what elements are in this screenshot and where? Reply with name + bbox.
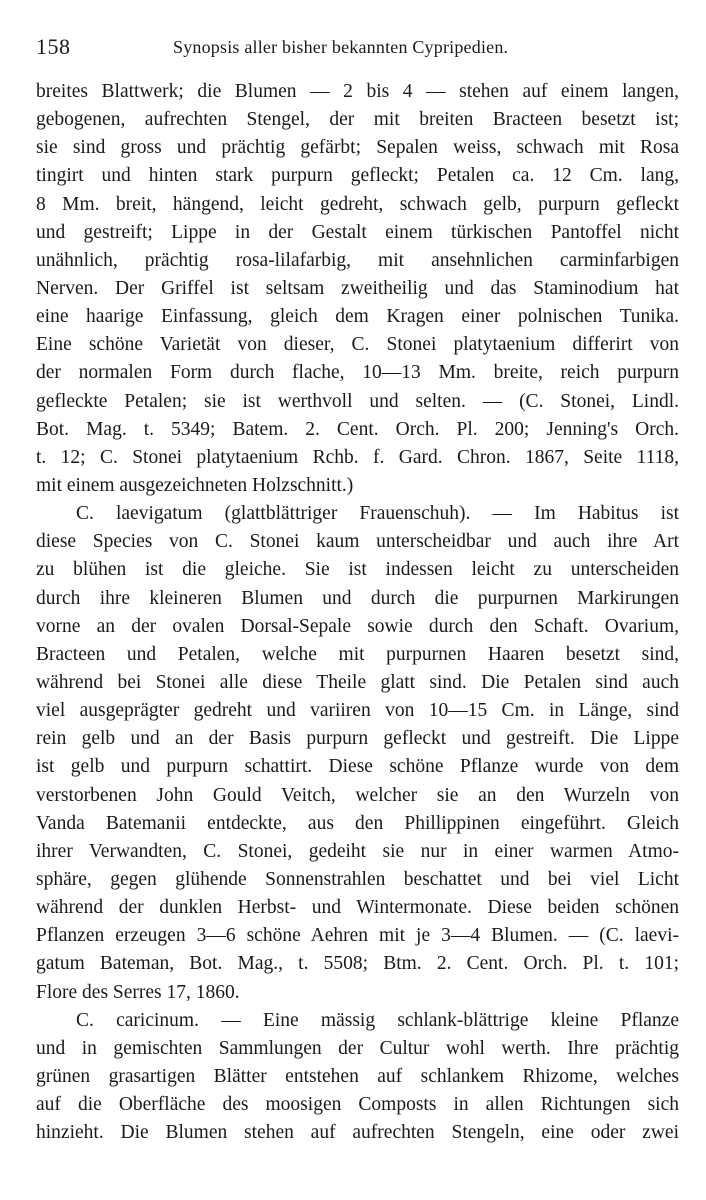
text-line: Eine schöne Varietät von dieser, C. Stonei platytaenium differirt von (36, 334, 679, 356)
text-line: und gestreift; Lippe in der Gestalt einem türkischen Pantoffel nicht (36, 221, 679, 243)
text-line: breites Blattwerk; die Blumen — 2 bis 4 — stehen auf einem langen, (36, 81, 679, 102)
page-number: 158 (36, 34, 71, 59)
text-line: sie sind gross und prächtig gefärbt; Sepalen weiss, schwach mit Rosa (36, 137, 679, 159)
text-line: Bot. Mag. t. 5349; Batem. 2. Cent. Orch. Pl. 200; Jenning's Orch. (36, 418, 679, 440)
paragraph (36, 78, 679, 500)
text-line: hinzieht. Die Blumen stehen auf aufrechten Stengeln, eine oder zwei (36, 1122, 679, 1144)
paragraph (36, 1007, 679, 1148)
text-line: Vanda Batemanii entdeckte, aus den Phillippinen eingeführt. Gleich (36, 812, 679, 834)
text-line: sphäre, gegen glühende Sonnenstrahlen beschattet und bei viel Licht (36, 868, 679, 890)
text-line: auf die Oberfläche des moosigen Composts in allen Richtungen sich (36, 1094, 679, 1116)
body-text (36, 78, 679, 1147)
text-line: verstorbenen John Gould Veitch, welcher sie an den Wurzeln von (36, 784, 679, 806)
text-line: vorne an der ovalen Dorsal-Sepale sowie durch den Schaft. Ovarium, (36, 615, 679, 637)
text-line: viel ausgeprägter gedreht und variiren von 10—15 Cm. in Länge, sind (36, 700, 679, 722)
text-line: während bei Stonei alle diese Theile glatt sind. Die Petalen sind auch (36, 671, 679, 693)
text-line: Bracteen und Petalen, welche mit purpurnen Haaren besetzt sind, (36, 643, 679, 665)
text-line: Nerven. Der Griffel ist seltsam zweitheilig und das Staminodium hat (36, 277, 679, 299)
text-line: eine haarige Einfassung, gleich dem Kragen einer polnischen Tunika. (36, 306, 679, 328)
text-line: tingirt und hinten stark purpurn gefleckt; Petalen ca. 12 Cm. lang, (36, 165, 679, 187)
text-line: der normalen Form durch flache, 10—13 Mm. breite, reich purpurn (36, 362, 679, 384)
text-line: während der dunklen Herbst- und Wintermonate. Diese beiden schönen (36, 897, 679, 919)
text-line: gebogenen, aufrechten Stengel, der mit breiten Bracteen besetzt ist; (36, 109, 679, 131)
text-line: Flore des Serres 17, 1860. (36, 981, 240, 1003)
book-page (36, 34, 679, 1147)
text-line: grünen grasartigen Blätter entstehen auf schlankem Rhizome, welches (36, 1065, 679, 1087)
text-line: ihrer Verwandten, C. Stonei, gedeiht sie nur in einer warmen Atmo- (36, 840, 679, 862)
text-line: unähnlich, prächtig rosa-lilafarbig, mit ansehnlichen carminfarbigen (36, 249, 679, 271)
text-line: gatum Bateman, Bot. Mag., t. 5508; Btm. 2. Cent. Orch. Pl. t. 101; (36, 953, 679, 975)
text-line: t. 12; C. Stonei platytaenium Rchb. f. Gard. Chron. 1867, Seite 1118, (36, 446, 679, 468)
text-line: durch ihre kleineren Blumen und durch die purpurnen Markirungen (36, 587, 679, 609)
text-line: diese Species von C. Stonei kaum unterscheidbar und auch ihre Art (36, 531, 679, 553)
page-header (36, 34, 679, 60)
text-line: und in gemischten Sammlungen der Cultur wohl werth. Ihre prächtig (36, 1037, 679, 1059)
text-line: 8 Mm. breit, hängend, leicht gedreht, schwach gelb, purpurn gefleckt (36, 193, 679, 215)
text-line: C. laevigatum (glattblättriger Frauenschuh). — Im Habitus ist (76, 503, 679, 525)
paragraph (36, 500, 679, 1007)
running-title: Synopsis aller bisher bekannten Cypripedien. (173, 37, 509, 57)
text-line: Pflanzen erzeugen 3—6 schöne Aehren mit je 3—4 Blumen. — (C. laevi- (36, 925, 679, 947)
text-line: rein gelb und an der Basis purpurn gefleckt und gestreift. Die Lippe (36, 728, 679, 750)
text-line: ist gelb und purpurn schattirt. Diese schöne Pflanze wurde von dem (36, 756, 679, 778)
text-line: C. caricinum. — Eine mässig schlank-blättrige kleine Pflanze (76, 1009, 679, 1031)
text-line: mit einem ausgezeichneten Holzschnitt.) (36, 474, 354, 496)
text-line: zu blühen ist die gleiche. Sie ist indessen leicht zu unterscheiden (36, 559, 679, 581)
text-line: gefleckte Petalen; sie ist werthvoll und selten. — (C. Stonei, Lindl. (36, 390, 679, 412)
